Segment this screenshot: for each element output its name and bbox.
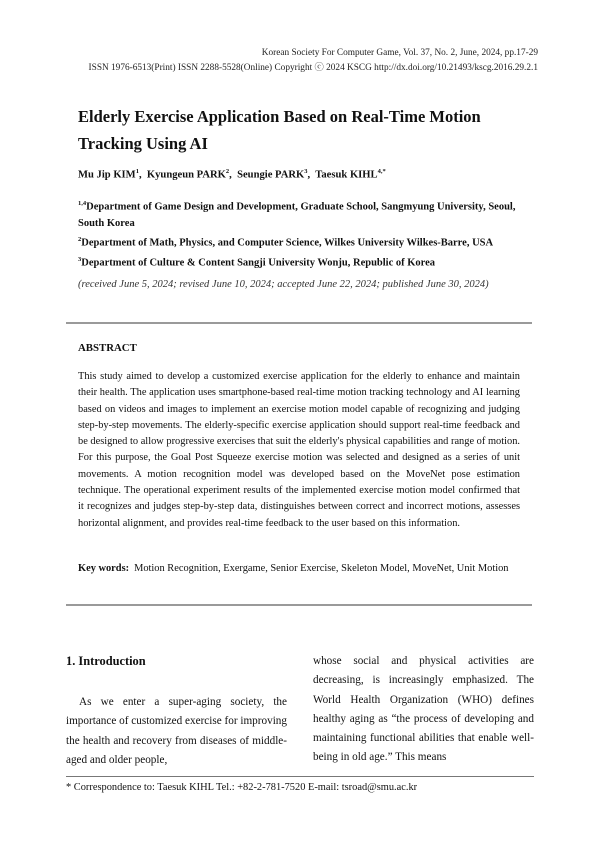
footnote-divider bbox=[66, 776, 534, 777]
affiliation bbox=[78, 252, 520, 272]
publication-dates: (received June 5, 2024; revised June 10, 2024; accepted June 22, 2024; published June 30, 2024) bbox=[78, 279, 489, 290]
correspondence-footnote: * Correspondence to: Taesuk KIHL Tel.: +82-2-781-7520 E-mail: tsroad@smu.ac.kr bbox=[66, 782, 418, 793]
keywords-text: Motion Recognition, Exergame, Senior Exercise, Skeleton Model, MoveNet, Unit Motion bbox=[134, 563, 509, 574]
paper-title-line-1: Elderly Exercise Application Based on Real-Time Motion bbox=[78, 107, 481, 126]
author-name: Kyungeun PARK bbox=[146, 169, 226, 181]
affiliation-sup: 2 bbox=[78, 236, 82, 244]
affiliation-text: Department of Culture & Content Sangji University Wonju, Republic of Korea bbox=[81, 257, 436, 269]
author-list: Mu Jip KIM$^1$, Kyungeun PARK$^2$, Seungie PARK$^3$, Taesuk $KIHL^{4,*}$ bbox=[78, 168, 386, 181]
author-sup: 4,* bbox=[377, 168, 386, 175]
affiliation bbox=[78, 232, 520, 252]
affiliation-text: Department of Math, Physics, and Computer Science, Wilkes University Wilkes-Barre, USA bbox=[81, 237, 494, 249]
affiliation-list bbox=[78, 196, 520, 272]
affiliation-sup: 3 bbox=[78, 255, 82, 263]
abstract-heading: ABSTRACT bbox=[78, 342, 137, 354]
abstract-body: This study aimed to develop a customized exercise application for the elderly to enhance and maintain their health. The application uses smartphone-based real-time motion tracking technology and AI learning based on videos and images to implement an exercise motion model capable of recognizing and judging step-by-step movements. The elderly-specific exercise application should support real-time feedback and be designed to allow progressive exercises that suit the elderly's physical capabilities and range of motion. For this purpose, the Goal Post Squeeze exercise motion was selected and designed as a series of unit movements. A motion recognition model was developed based on the MoveNet pose estimation technique. The operational experiment results of the implemented exercise motion model confirmed that it recognizes and judges step-by-step data, distinguishes between correct and incorrect motions, assesses horizontal alignment, and provides real-time feedback to the user based on this information. bbox=[78, 371, 520, 529]
top-divider bbox=[66, 322, 532, 324]
author-name: Taesuk KIHL bbox=[315, 169, 378, 181]
paper-title-line-2: Tracking Using AI bbox=[78, 134, 208, 153]
keywords bbox=[78, 561, 520, 577]
bottom-divider bbox=[66, 604, 532, 606]
author-sup: 2 bbox=[225, 168, 230, 175]
author-sup: 3 bbox=[304, 168, 308, 175]
author-sup: 1 bbox=[135, 168, 139, 175]
intro-column-right: whose social and physical activities are decreasing, is increasingly emphasized. The World Health Organization (WHO) defines healthy aging as “the process of developing and maintaining functional abilities that enable well-being in old age.” This means bbox=[313, 655, 534, 764]
journal-header-line-1: Korean Society For Computer Game, Vol. 37, No. 2, June, 2024, pp.17-29 bbox=[261, 48, 538, 58]
journal-header-line-2: ISSN 1976-6513(Print) ISSN 2288-5528(Online) Copyright ⓒ 2024 KSCG http://dx.doi.org/10.21493/kscg.2016.29.2.1 bbox=[88, 63, 538, 73]
affiliation-text: Department of Game Design and Development, Graduate School, Sangmyung University, Seoul, South Korea bbox=[78, 201, 516, 229]
affiliation-sup: 1,4 bbox=[78, 200, 87, 207]
intro-column-left: As we enter a super-aging society, the importance of customized exercise for improving the health and recovery from diseases of middle-aged and older people, bbox=[66, 696, 287, 766]
author-name: Seungie PARK bbox=[237, 169, 305, 181]
keywords-label: Key words: bbox=[78, 563, 130, 574]
section-heading-introduction: 1. Introduction bbox=[66, 654, 146, 668]
paper-title bbox=[78, 103, 528, 157]
author-name: Mu Jip KIM bbox=[78, 169, 136, 181]
affiliation bbox=[78, 196, 520, 232]
